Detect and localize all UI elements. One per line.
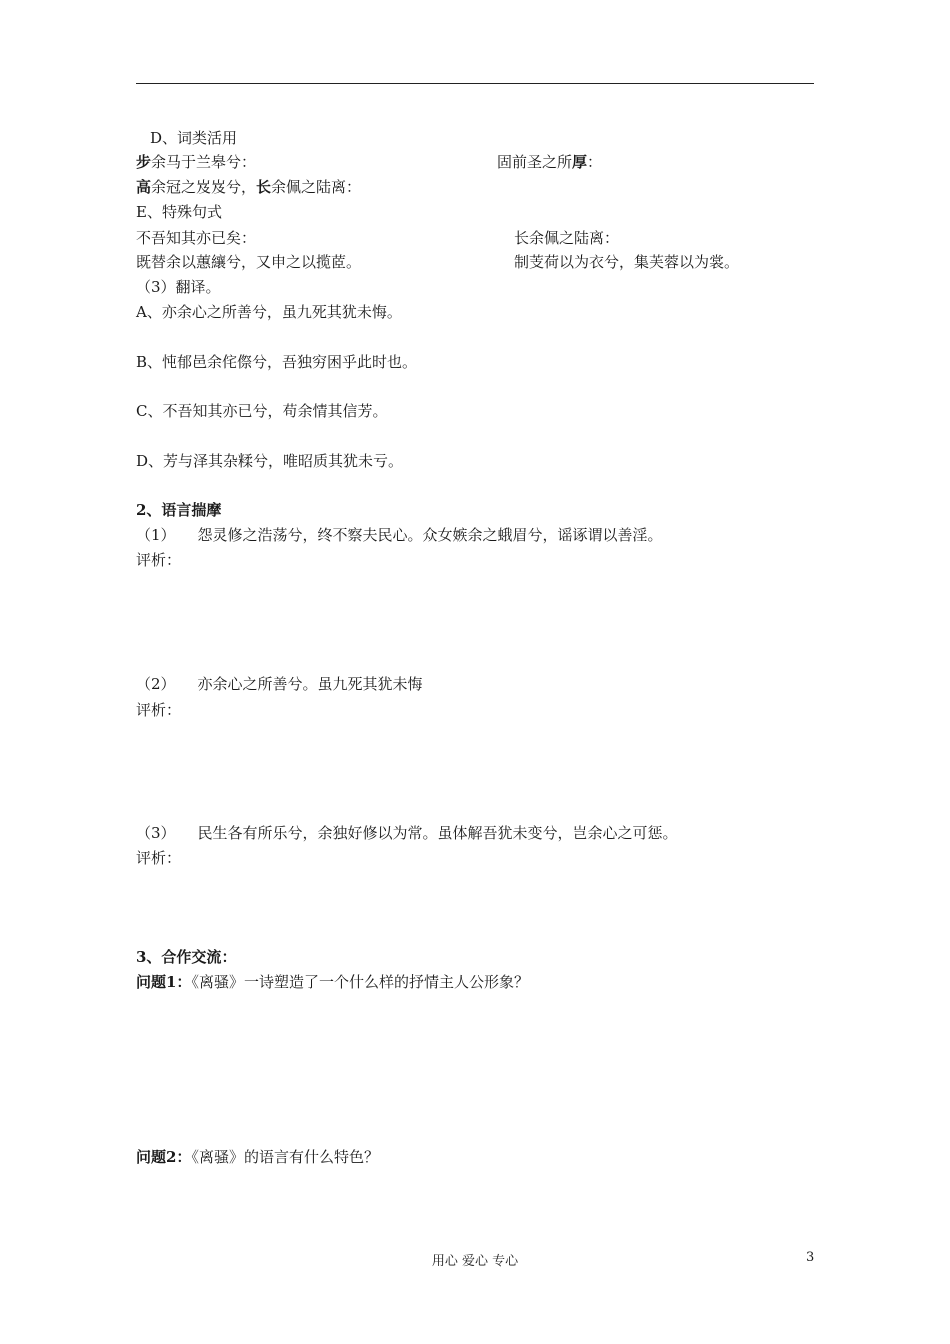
item-number: （3） — [136, 824, 176, 842]
wordclass-row1-right — [497, 152, 602, 172]
sentence-text: 固前圣之所 — [497, 153, 573, 171]
translation-item-b: B、忳郁邑余侘傺兮，吾独穷困乎此时也。 — [136, 353, 418, 371]
wordclass-heading: D、词类活用 — [150, 129, 238, 147]
syntax-row2-left: 既替余以蕙纕兮，又申之以揽茝。 — [136, 253, 362, 271]
sentence-text: ： — [587, 153, 603, 171]
discussion-question-1 — [136, 972, 529, 992]
analysis-heading: 2、语言揣摩 — [136, 501, 222, 519]
bold-word: 长 — [256, 178, 272, 196]
bold-word: 厚 — [572, 153, 588, 171]
discussion-heading: 3、合作交流： — [136, 948, 237, 966]
question-label: 问题2： — [136, 1148, 192, 1166]
bold-word: 高 — [136, 178, 152, 196]
wordclass-row1-left — [136, 152, 256, 172]
item-text: 亦余心之所善兮。虽九死其犹未悔 — [197, 675, 423, 693]
analysis-item-3 — [136, 823, 678, 843]
analysis-label-2: 评析： — [136, 701, 182, 719]
item-text: 怨灵修之浩荡兮，终不察夫民心。众女嫉余之蛾眉兮，谣诼谓以善淫。 — [197, 526, 663, 544]
translation-item-c: C、不吾知其亦已兮，苟余情其信芳。 — [136, 402, 388, 420]
bold-word: 步 — [136, 153, 152, 171]
header-rule — [136, 83, 814, 84]
question-text: 《离骚》一诗塑造了一个什么样的抒情主人公形象？ — [191, 973, 529, 991]
item-number: （2） — [136, 675, 176, 693]
translation-heading: （3）翻译。 — [136, 278, 221, 296]
analysis-item-1 — [136, 525, 663, 545]
syntax-row1-right: 长余佩之陆离： — [514, 229, 620, 247]
sentence-text: 余马于兰皋兮： — [151, 153, 257, 171]
sentence-text: 余佩之陆离： — [271, 178, 362, 196]
item-text: 民生各有所乐兮，余独好修以为常。虽体解吾犹未变兮，岂余心之可惩。 — [197, 824, 678, 842]
translation-item-d: D、芳与泽其杂糅兮，唯昭质其犹未亏。 — [136, 452, 404, 470]
footer-motto: 用心 爱心 专心 — [431, 1254, 519, 1269]
discussion-question-2 — [136, 1147, 379, 1167]
page-number: 3 — [806, 1250, 815, 1265]
translation-item-a: A、亦余心之所善兮，虽九死其犹未悔。 — [136, 303, 402, 321]
analysis-label-1: 评析： — [136, 551, 182, 569]
sentence-text: 余冠之岌岌兮， — [151, 178, 257, 196]
wordclass-row2 — [136, 177, 361, 197]
syntax-row2-right: 制芰荷以为衣兮，集芙蓉以为裳。 — [514, 253, 740, 271]
question-text: 《离骚》的语言有什么特色？ — [191, 1148, 379, 1166]
item-number: （1） — [136, 526, 176, 544]
question-label: 问题1： — [136, 973, 192, 991]
syntax-row1-left: 不吾知其亦已矣： — [136, 229, 257, 247]
syntax-heading: E、特殊句式 — [136, 203, 222, 221]
analysis-item-2 — [136, 674, 423, 694]
analysis-label-3: 评析： — [136, 849, 182, 867]
